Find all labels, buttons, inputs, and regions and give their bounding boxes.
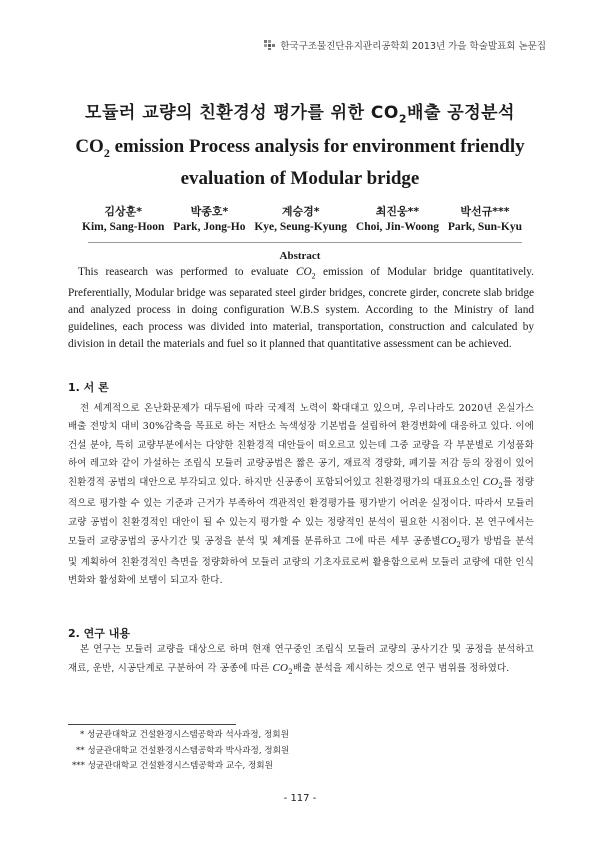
title-ko-suffix: 배출 공정분석 (407, 103, 515, 123)
abstract-body (68, 264, 534, 354)
author-name-en: Park, Jong-Ho (173, 221, 246, 233)
title-en-line2: evaluation of Modular bridge (180, 167, 420, 189)
author-name-ko: 최진웅** (375, 205, 420, 218)
co2-symbol: CO (272, 662, 289, 675)
author-name-en: Choi, Jin-Woong (355, 221, 439, 233)
body-text: 배출 분석을 제시하는 것으로 연구 범위를 정하였다. (292, 663, 510, 675)
title-en-line1 (0, 134, 600, 166)
footnotes (72, 728, 289, 775)
abstract-text: This reasearch was performed to evaluate (78, 266, 296, 278)
logo-icon (264, 40, 276, 50)
section-body (68, 641, 534, 681)
title-en-subscript: 2 (103, 145, 110, 160)
header-text: 한국구조물진단유지관리공학회 2013년 가을 학술발표회 논문집 (280, 41, 546, 52)
co2-symbol: CO (440, 534, 457, 547)
title-english (0, 134, 600, 192)
author-name-ko: 박종호* (190, 205, 229, 218)
footnote: *** 성균관대학교 건설환경시스템공학과 교수, 정회원 (72, 761, 273, 771)
author (173, 203, 245, 233)
author-name-ko: 계승경* (281, 205, 320, 218)
abstract-co2-subscript: 2 (311, 271, 316, 281)
title-korean (0, 98, 600, 125)
co2-subscript: 2 (456, 540, 462, 549)
running-header (264, 38, 546, 52)
author (356, 203, 439, 233)
author-name-en: Park, Sun-Kyu (447, 221, 522, 233)
author (82, 203, 164, 233)
author (254, 203, 347, 233)
divider (88, 242, 522, 243)
body-text: 를 정량적으로 평가할 수 있는 기준과 근거가 부족하여 객관적인 환경평가를 평가받기 어려운 실정이다. 따라서 모듈러 교량 공법이 친환경적인 대안이 될 수 있는지 평가할 수 있는 정량적인 분석이 필요한 시점이다. 본 연구에서는 모듈러 교량공법의 공사기간 및 공정을 분석 및 체계를 분류하고 그에 따른 세부 공종별 (68, 477, 534, 547)
footnote: ** 성균관대학교 건설환경시스템공학과 박사과정, 정회원 (76, 745, 290, 756)
body-text: 평가 방법을 분석 및 계획하여 친환경적인 측면을 정량화하여 모듈러 교량의 기초자료로써 활용함으로써 모듈러 교량에 대한 인식변화와 활성화에 보탬이 되고자 한다. (68, 535, 534, 587)
title-ko-subscript: 2 (398, 112, 408, 126)
co2-subscript: 2 (498, 482, 504, 491)
title-en-line1-suffix: emission Process analysis for environment friendly (109, 136, 525, 157)
body-text: 본 연구는 모듈러 교량을 대상으로 하며 현재 연구중인 조립식 모듈러 교량의 공사기간 및 공정을 분석하고 재료, 운반, 시공단계로 구분하여 각 공종에 따른 (68, 644, 534, 675)
title-ko-prefix: 모듈러 교량의 친환경성 평가를 위한 CO (85, 103, 399, 123)
section-heading: 2. 연구 내용 (68, 627, 130, 640)
section-body (68, 400, 534, 591)
co2-subscript: 2 (288, 668, 293, 677)
author-list (82, 203, 522, 233)
body-text: 전 세계적으로 온난화문제가 대두됨에 따라 국제적 노력이 확대대고 있으며, 우리나라도 2020년 온실가스 배출 전망치 대비 30%감축을 목표로 하는 저탄소 녹색성장 기본법을 설립하여 환경변화에 대응하고 있다. 이에 건설 분야, 특히 교량부분에서는 다양한 친환경적 대안들이 떠오르고 있는데 그중 교량을 각 부분별로 기성품화하여 레고와 같이 가설하는 조립식 모듈러 교량공법은 짧은 공기, 재료적 경량화, 폐기물 저감 등의 장점이 있어 친환경적 공법의 대안으로 부각되고 있다. 하지만 신공종이 포함되어있고 친환경평가의 대표요소인 (68, 403, 534, 489)
author-name-en: Kim, Sang-Hoon (82, 221, 165, 233)
author-name-ko: 김상훈* (104, 205, 143, 218)
author (448, 203, 522, 233)
footnote: * 성균관대학교 건설환경시스템공학과 석사과정, 정회원 (80, 730, 289, 740)
footnote-divider (68, 724, 236, 725)
abstract-text: emission of Modular bridge quantitatively. Preferentially, Modular bridge was separated steel girder bridges, concrete girder, concrete slab bridge and analyzed process in doing configuration W.B.S system. According to the Ministry of land guidelines, each process was divided into material, transportation, construction and calculated by division in detail the materials and fuel so it planned that quantitative assessment can be achieved. (68, 266, 535, 351)
abstract-co2: CO (295, 266, 312, 278)
co2-symbol: CO (482, 476, 499, 489)
section-heading: 1. 서 론 (68, 381, 109, 394)
author-name-ko: 박선규*** (460, 205, 510, 218)
author-name-en: Kye, Seung-Kyung (254, 221, 348, 233)
page-number: - 117 - (283, 793, 317, 804)
abstract-heading: Abstract (279, 250, 321, 262)
title-en-prefix: CO (75, 136, 104, 157)
